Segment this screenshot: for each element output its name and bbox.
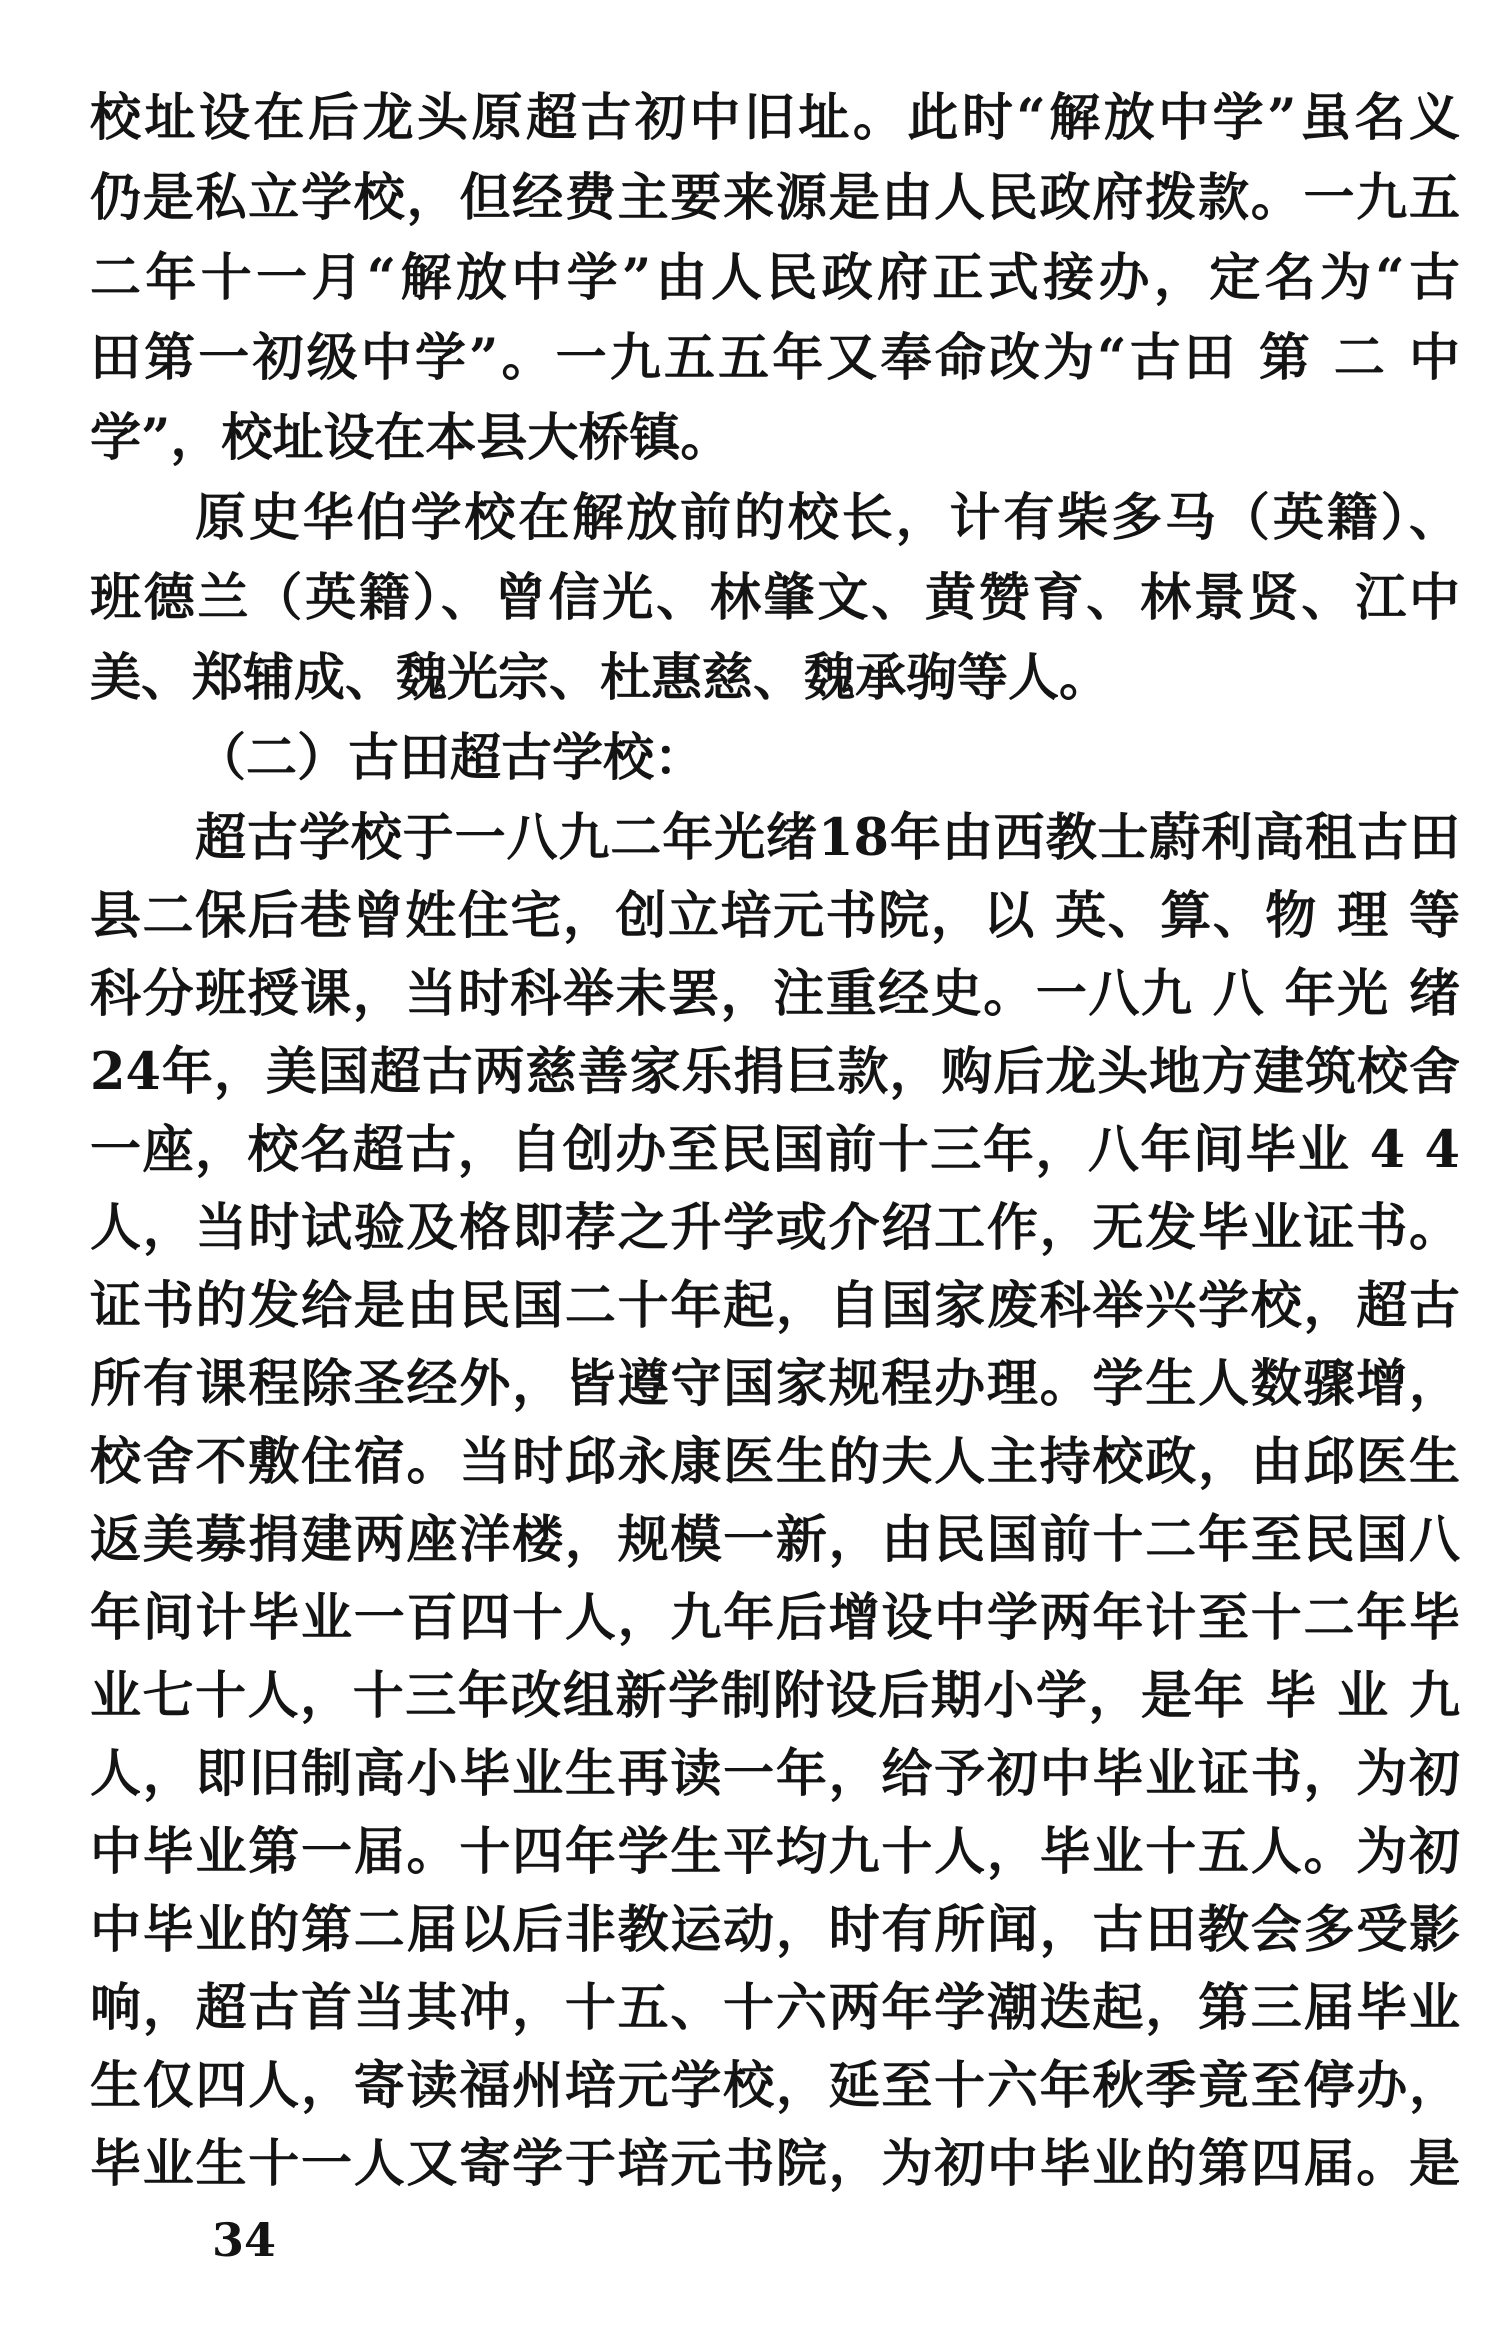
text-line: 仍是私立学校，但经费主要来源是由人民政府拨款。一九五: [90, 168, 1460, 228]
text-line: 学”，校址设在本县大桥镇。: [90, 408, 732, 468]
text-line: 毕业生十一人又寄学于培元书院，为初中毕业的第四届。是: [90, 2134, 1460, 2194]
page-number: 34: [212, 2213, 277, 2267]
text-line: 超古学校于一八九二年光绪18年由西教士蔚利高租古田: [195, 808, 1460, 868]
text-line: 美、郑辅成、魏光宗、杜惠慈、魏承驹等人。: [90, 648, 1111, 708]
text-line: 中毕业第一届。十四年学生平均九十人，毕业十五人。为初: [90, 1822, 1460, 1882]
text-line: 人，即旧制高小毕业生再读一年，给予初中毕业证书，为初: [90, 1744, 1460, 1804]
section-heading: （二）古田超古学校：: [195, 728, 706, 788]
text-line: 响，超古首当其冲，十五、十六两年学潮迭起，第三届毕业: [90, 1978, 1460, 2038]
text-line: 年间计毕业一百四十人，九年后增设中学两年计至十二年毕: [90, 1588, 1460, 1648]
text-line: 科分班授课，当时科举未罢，注重经史。一八九 八 年光 绪: [90, 964, 1460, 1024]
text-line: 二年十一月“解放中学”由人民政府正式接办，定名为“古: [90, 248, 1460, 308]
text-line: 班德兰（英籍）、曾信光、林肇文、黄赞育、林景贤、江中: [90, 568, 1460, 628]
text-line: 田第一初级中学”。一九五五年又奉命改为“古田 第 二 中: [90, 328, 1460, 388]
text-line: 校舍不敷住宿。当时邱永康医生的夫人主持校政，由邱医生: [90, 1432, 1460, 1492]
text-line: 县二保后巷曾姓住宅，创立培元书院，以 英、算、物 理 等: [90, 886, 1460, 946]
text-line: 人，当时试验及格即荐之升学或介绍工作，无发毕业证书。: [90, 1198, 1460, 1258]
text-line: 所有课程除圣经外，皆遵守国家规程办理。学生人数骤增，: [90, 1354, 1460, 1414]
text-line: 24年，美国超古两慈善家乐捐巨款，购后龙头地方建筑校舍: [90, 1042, 1460, 1102]
text-line: 原史华伯学校在解放前的校长，计有柴多马（英籍）、: [195, 488, 1460, 548]
text-line: 返美募捐建两座洋楼，规模一新，由民国前十二年至民国八: [90, 1510, 1460, 1570]
text-line: 校址设在后龙头原超古初中旧址。此时“解放中学”虽名义: [90, 88, 1460, 148]
text-line: 生仅四人，寄读福州培元学校，延至十六年秋季竟至停办，: [90, 2056, 1460, 2116]
text-line: 一座，校名超古，自创办至民国前十三年，八年间毕业 4 4: [90, 1120, 1460, 1180]
text-line: 证书的发给是由民国二十年起，自国家废科举兴学校，超古: [90, 1276, 1460, 1336]
text-line: 中毕业的第二届以后非教运动，时有所闻，古田教会多受影: [90, 1900, 1460, 1960]
text-line: 业七十人，十三年改组新学制附设后期小学，是年 毕 业 九: [90, 1666, 1460, 1726]
